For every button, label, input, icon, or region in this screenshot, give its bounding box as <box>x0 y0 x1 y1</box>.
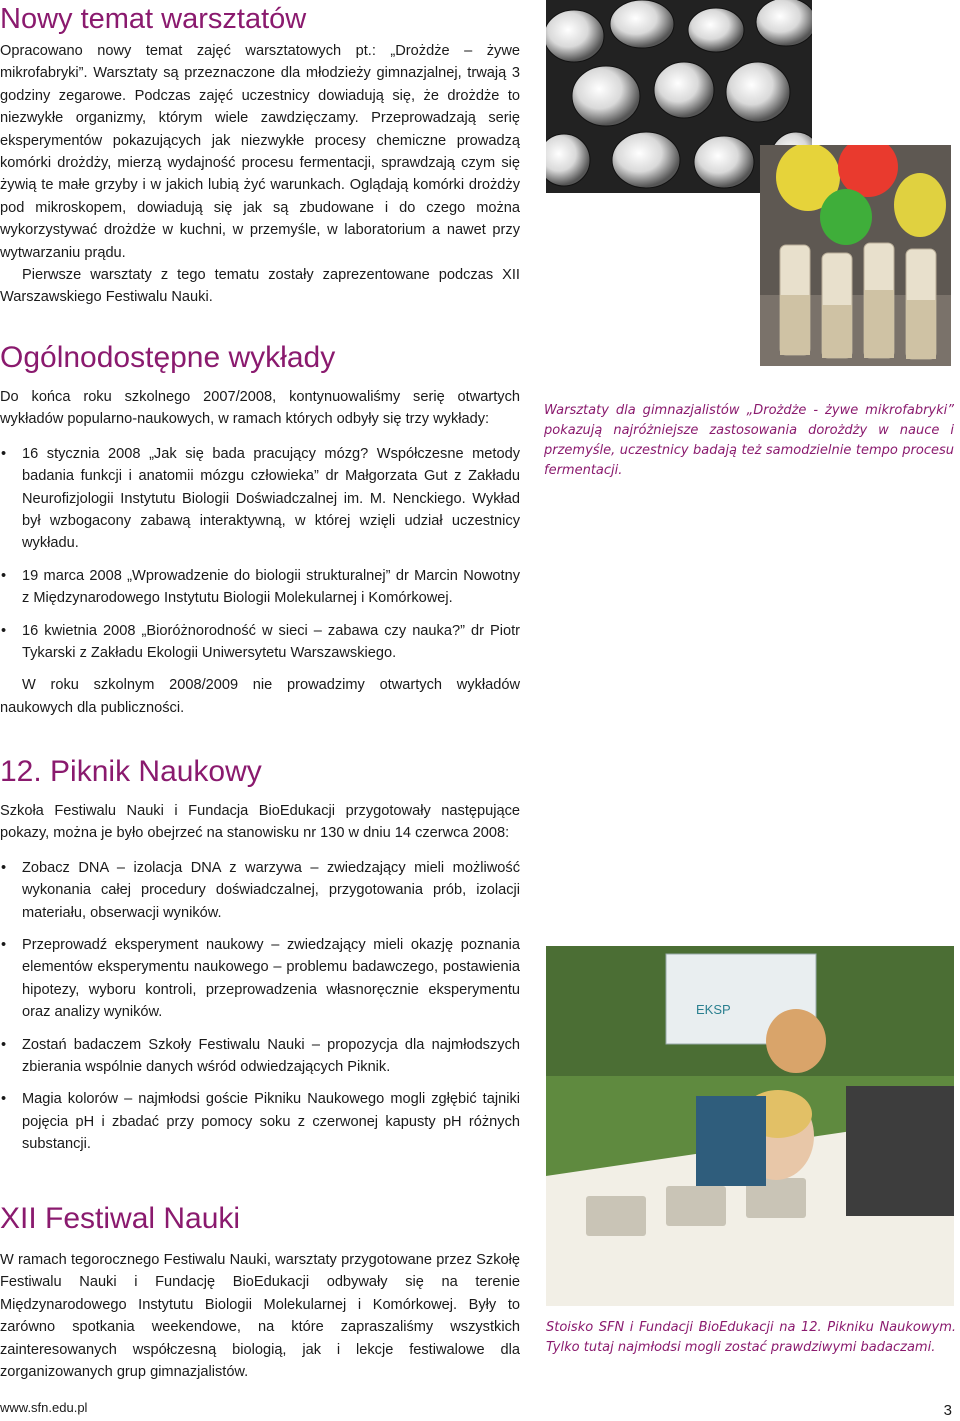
caption-workshop-photo: Warsztaty dla gimnazjalistów „Drożdże - żywe mikrofabryki” pokazują najróżniejsze zastosowania dorożdży w nauce i przemyśle, uczestnicy badają też samodzielnie tempo procesu fermentacji. <box>544 403 954 478</box>
list-item: • 16 stycznia 2008 „Jak się bada pracujący mózg? Współczesne metody badania funkcji i anatomii mózgu człowieka” dr Małgorzata Gut z Zakładu Neurofizjologii Instytutu Biologii Doświadczalnej im. M. Nenckiego. Wykład był wzbogacony zabawą interaktywną, w której wzięli udział uczestnicy wykładu. <box>0 443 520 555</box>
section-title-festival: XII Festiwal Nauki <box>0 1202 241 1235</box>
section-title-picnic: 12. Piknik Naukowy <box>0 755 262 788</box>
picnic-stand-photo <box>546 946 954 1306</box>
sign-text: EKSP <box>696 1002 731 1017</box>
workshops-paragraph-1: Opracowano nowy temat zajęć warsztatowych pt.: „Drożdże – żywe mikrofabryki”. Warsztaty są przeznaczone dla młodzieży gimnazjalnej, trwają 3 godziny zegarowe. Podczas zajęć uczestnicy dowiadują się, że drożdże to niezwykłe organizmy, którym wiele zawdzięczamy. Przeprowadzają serię eksperymentów pokazujących jak niezwykłe procesy chemiczne prowadzą komórki drożdży, mierzą wydajność procesu fermentacji, sprawdzają czym się żywią te małe grzyby i w jakich lubią żyć warunkach. Oglądają komórki drożdży pod mikroskopem, dowiadują się jak są zbudowane i do czego można wykorzystywać drożdże w kuchni, w przemyśle, w laboratorium a nawet przy wytwarzaniu prądu. <box>0 43 520 261</box>
list-item: • Zobacz DNA – izolacja DNA z warzywa – zwiedzający mieli możliwość wykonania całej procedury doświadczalnej, przygotowania prób, izolacji materiału, obserwacji wyników. <box>0 857 520 924</box>
picnic-intro: Szkoła Festiwalu Nauki i Fundacja BioEdukacji przygotowały następujące pokazy, można je było obejrzeć na stanowisku nr 130 w dniu 14 czerwca 2008: <box>0 803 520 842</box>
section-title-workshops: Nowy temat warsztatów <box>0 3 307 35</box>
section-body-festival <box>0 1249 520 1383</box>
caption-picnic-photo: Stoisko SFN i Fundacji BioEdukacji na 12. Pikniku Naukowym. Tylko tutaj najmłodsi mogli zostać prawdziwymi badaczami. <box>546 1320 956 1355</box>
picnic-list <box>0 857 520 1156</box>
lectures-intro: Do końca roku szkolnego 2007/2008, kontynuowaliśmy serię otwartych wykładów popularno-naukowych, w ramach których odbyły się trzy wykłady: <box>0 389 520 428</box>
section-body-lectures <box>0 386 520 719</box>
list-item: • Przeprowadź eksperyment naukowy – zwiedzający mieli okazję poznania elementów eksperymentu naukowego – problemu badawczego, postawienia hipotezy, wyboru kontroli, przeprowadzenia własnoręcznie eksperymentu oraz analizy wyników. <box>0 934 520 1024</box>
lectures-outro: W roku szkolnym 2008/2009 nie prowadzimy otwartych wykładów naukowych dla publiczności. <box>0 677 520 716</box>
list-item: • 19 marca 2008 „Wprowadzenie do biologii strukturalnej” dr Marcin Nowotny z Międzynarodowego Instytutu Biologii Molekularnej i Komórkowej. <box>0 565 520 610</box>
festival-paragraph: W ramach tegorocznego Festiwalu Nauki, warsztaty przygotowane przez Szkołę Festiwalu Nauki i Fundację BioEdukacji odbywały się na terenie Międzynarodowego Instytutu Biologii Molekularnej i Komórkowej. Były to zarówno spotkania weekendowe, na które zapraszaliśmy wszystkich zainteresowanych współczesną biologią, jak i lekcje festiwalowe dla zorganizowanych grup gimnazjalistów. <box>0 1252 520 1381</box>
section-title-lectures: Ogólnodostępne wykłady <box>0 341 336 374</box>
list-item: • 16 kwietnia 2008 „Bioróżnorodność w sieci – zabawa czy nauka?” dr Piotr Tykarski z Zakładu Ekologii Uniwersytetu Warszawskiego. <box>0 620 520 665</box>
balloon-bottles-photo <box>760 145 951 366</box>
workshops-paragraph-2: Pierwsze warsztaty z tego tematu zostały zaprezentowane podczas XII Warszawskiego Festiwalu Nauki. <box>0 267 520 306</box>
lectures-list <box>0 443 520 665</box>
footer-url[interactable]: www.sfn.edu.pl <box>0 1400 88 1415</box>
list-item: • Zostań badaczem Szkoły Festiwalu Nauki – propozycja dla najmłodszych zbierania wspólnie danych wśród odwiedzających Piknik. <box>0 1034 520 1079</box>
page-number: 3 <box>943 1402 952 1419</box>
section-body-workshops <box>0 40 520 309</box>
list-item: • Magia kolorów – najmłodsi goście Pikniku Naukowego mogli zgłębić tajniki pojęcia pH i zbadać przy pomocy soku z czerwonej kapusty pH różnych substancji. <box>0 1088 520 1155</box>
section-body-picnic <box>0 800 520 1156</box>
